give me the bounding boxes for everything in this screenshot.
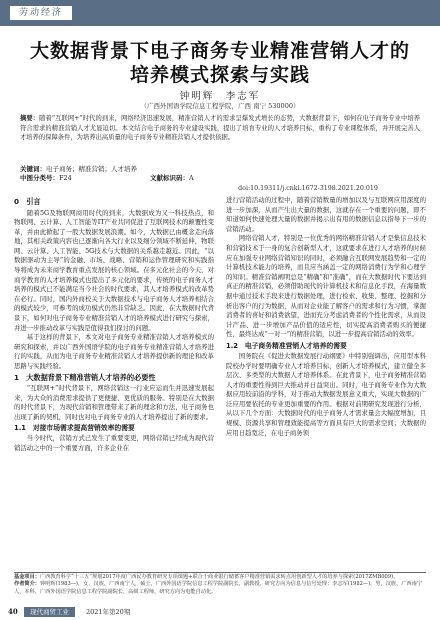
- body-right-column: [226, 196, 426, 438]
- abstract-label: 摘要：: [20, 115, 40, 122]
- fund-label: 基金项目：: [14, 574, 40, 580]
- page-footer: [0, 604, 440, 620]
- body-paragraph: 当今时代，营销方式已发生了重要变更，网络营销已经成为现代营销活动之中的一个重要方面，许多企业在: [14, 434, 214, 453]
- article-title-line-1: 大数据背景下电子商务专业精准营销人才的: [29, 40, 410, 62]
- section-header-band: [0, 0, 440, 26]
- author-affiliation: （广西外国语学院信息工程学院，广西 南宁 530000）: [140, 102, 300, 110]
- doc-code-value: A: [189, 174, 194, 182]
- keywords-text: 电子商务；精准营销；人才培养: [46, 165, 137, 173]
- abstract-text: 随着“互联网+”时代的到来，网络经济迅速发展，精准营销人才的需求呈爆发式增长的态势，大数据背景下，如何在电子商务专业中培养符合需求的精准营销人才尤显迫切。本文结合电子商务的专业建设实践，提出了培育专业的人才培养目标，重构了专业课程体系，并开展完善人才培养的保障条件，为培养出高质量的电子商务专业精准营销人才提供依据。: [20, 115, 420, 141]
- keywords: [20, 165, 420, 174]
- author-bio-text: 钟明辉(1983—)，女，汉族，广西南宁人，硕士，广西外国语学院信息工程学院副院长，副教授，研究方向为信息与信号处理；李志军(1982—)，男，汉族，广西南宁人，本科，广西外国语学院信息工程学院副院长，高级工程师，研究方向为电能自动化。: [14, 581, 423, 595]
- keywords-label: 关键词：: [20, 165, 46, 173]
- document-code: [150, 174, 194, 183]
- section-heading-1: 1 大数据背景下精准营销人才培养的必要性: [14, 372, 156, 382]
- body-paragraph: 国务院在《促进大数据发展行动纲要》中特别强调出，应用型本科院校办学时要明确专业人才培养目标，创新人才培养模式，建立健全多层次、多类型的大数据人才培养体系。在此背景下，电子商务精准营销人才的重要性得到巨大推动并日益突出。同时，电子商务专业作为大数据应用较前沿的学科，对于推动大数据发展意义重大，实现大数据的广泛应用要依托的专业更加重要的作用。根据对前期研究发现进行分析，从以下几个方面：大数据时代的电子商务人才需求量会大幅度增加，且规模、资源共享和管理效能提高等方面具有巨大的需求空间；大数据的应用日趋宽泛，在电子商务领: [226, 351, 426, 437]
- fund-text: 广西教育科学“十三五”规划2017年度广西民办教育研究专项课题+联合于商业银行储蓄客户精准营销需求转点用创新型人才的培养与探索(2017ZMB009)。: [39, 574, 399, 580]
- section-heading-intro: 0 引言: [14, 197, 41, 206]
- footnote: [14, 574, 426, 596]
- clc-label: 中图分类号：: [20, 174, 59, 182]
- doi: doi:10.19311/j.cnki.1672-3198.2021.20.019: [238, 185, 378, 192]
- clc-number: [20, 174, 72, 183]
- doc-code-label: 文献标识码：: [150, 174, 189, 182]
- journal-name: 现代商贸工业: [24, 607, 75, 617]
- body-paragraph: “互联网+”时代背景下，网络营销这一行业应运而生并迅速发展起来，为大众的消费需求提供了更便捷、更优质的服务。特别是在大数据的时代背景下，为现代营销和管理带来了新的理念和方法，电子商务也出现了新的契机，同时也对电子商务专业的人才培养提出了新的要求。: [14, 384, 214, 421]
- clc-value: F24: [59, 174, 72, 182]
- article-authors: 钟明辉 李志军: [179, 91, 261, 102]
- body-paragraph: 网络营销人才，特别是一位优秀的网络精准营销人才是集信息技术和营销技术于一身的复合创新型人才，这就要求在进行人才培养的时候应在加强专业网络营销知识的同时，必须融合互联网发展趋势和一定的计算机技术能力的培养，而且应当涵盖一定的网络消费行为学和心理学的知识。精准营销阐明总是“精确”和“准确”，而在大数据时代下要达到真正的精准营销，必须借助现代的计算机技术和信息化手段，在海量数据中通过技术手段来进行数据处理，进行检索、收集、整理、挖掘和分析出客户的行为数据，从而对企业能了解客户的需求和行为习惯，掌握消费者的喜好和消费欲望，进而充分考虑消费者的个性化需求，从而设计产品、进一步增加产品价值的适应性，切实提高消费者购买的便捷性，最终达成“一对一”的精准营销，以进一步提高营销活动的效率。: [226, 234, 426, 339]
- body-paragraph: 随着5G及物联网商用时代的到来，大数据成为又一科技热点，和物联网、云计算、人工智能等IT产业共同促进了互联网技术的颠覆性变革，并由此掀起了一股大数据发展浪潮。如今，大数据已由概念走向落地，其相关政策内容也已逐渐向各大行业以及细分领域不断延伸，物联网、云计算、人工智能、5G技术与大数据的关系越走越近。因此，“以数据驱动为主导”的金融、市场、战略、营销和运作管理研究和实践指导将成为未来商学教育重点发展的核心领域。在多元化社会的今天，对商学教育的人才培养模式也提出了多元化的要求，传统的电子商务人才培养的模式已不能满足当今社会的时代要求，其人才培养模式的改革势在必行。同时，国内外商校关于大数据技术与电子商务人才培养相结合的模式较少，可参考的成功模式仍然非常缺乏。因此，在大数据时代背景下，如何对电子商务专业精准营销人才的培养模式进行研究与探索，并进一步推动改革与实践是值得我们探讨的问题。: [14, 208, 214, 332]
- section-label: 劳动经济: [10, 6, 72, 20]
- subsection-heading-1-1: 1.1 对接市场需求提高营销效率的需要: [14, 424, 135, 433]
- abstract: [20, 114, 420, 143]
- author-bio-note: [14, 581, 426, 596]
- article-title-line-2: 培养模式探索与实践: [129, 64, 310, 86]
- subsection-heading-1-2: 1.2 电子商务精准营销人才培养的需要: [226, 341, 347, 350]
- page-number: 40: [8, 607, 18, 616]
- body-paragraph: 进行营销活动的过程中，随着营销数量的增加以及与互联网应用深度的进一步加深，从而产生出大量的数据，这就存在一个重要的问题，即不知道如何快速处理大量的数据并揭示出有用的数据信息以指导下一步的营销活动。: [226, 196, 426, 233]
- body-left-column: [14, 196, 214, 454]
- footnote-divider: [14, 572, 426, 573]
- body-paragraph: 基于这样的背景下，本文对电子商务专业精准营销人才培养模式的研究和探索，并以广西外国语学院的电子商务专业精准营销人才培养进行的实践，从而为电子商务专业精准营销人才培养提供新的理论和改革思路与实践经验。: [14, 333, 214, 370]
- author-bio-label: 作者简介：: [14, 581, 40, 588]
- journal-issue: 2021年第20期: [86, 608, 131, 616]
